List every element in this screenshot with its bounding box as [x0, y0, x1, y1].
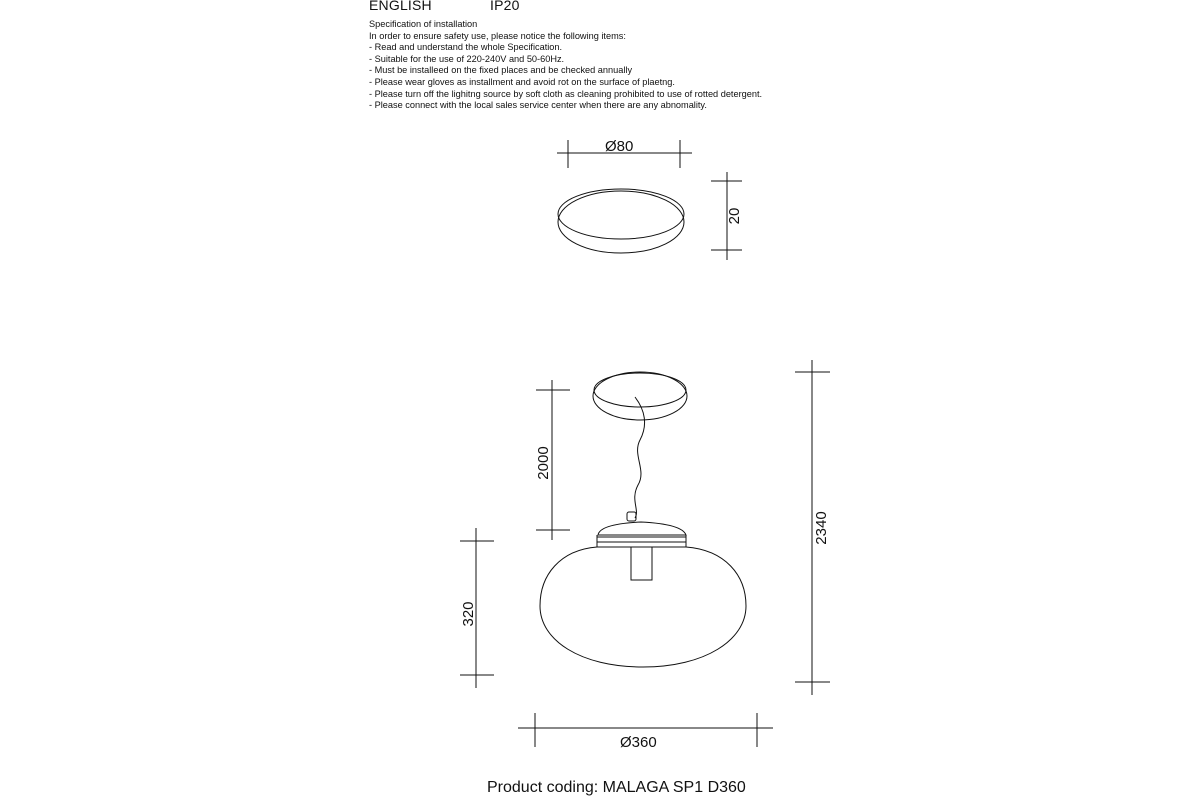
- shade-height-label: 320: [460, 601, 477, 627]
- canopy-top-view: [558, 189, 684, 253]
- spec-item: - Please turn off the lighitng source by soft cloth as cleaning prohibited to use of rotted detergent.: [369, 88, 763, 99]
- spec-item: - Please connect with the local sales service center when there are any abnomality.: [369, 100, 707, 111]
- glass-shade: [540, 547, 746, 667]
- language-label: ENGLISH: [369, 0, 432, 13]
- pendant-canopy: [593, 372, 687, 420]
- product-coding: Product coding: MALAGA SP1 D360: [487, 779, 746, 796]
- total-height-label: 2340: [813, 511, 830, 545]
- canopy-height-label: 20: [726, 207, 743, 225]
- cable-clamp: [627, 512, 636, 521]
- pendant-cap: [597, 522, 686, 547]
- ip-rating: IP20: [490, 0, 520, 13]
- spec-item: - Must be installeed on the fixed places and be checked annually: [369, 65, 633, 76]
- spec-intro: In order to ensure safety use, please notice the following items:: [369, 30, 626, 41]
- lamp-holder: [631, 547, 652, 580]
- canopy-diameter-label: Ø80: [605, 138, 634, 155]
- spec-item: - Please wear gloves as installment and avoid rot on the surface of plaetng.: [369, 76, 675, 87]
- spec-item: - Suitable for the use of 220-240V and 50-60Hz.: [369, 53, 565, 64]
- spec-title: Specification of installation: [369, 19, 478, 29]
- shade-diameter-label: Ø360: [620, 734, 657, 751]
- pendant-cable: [635, 397, 645, 518]
- cable-length-label: 2000: [535, 446, 552, 480]
- spec-item: - Read and understand the whole Specification.: [369, 42, 563, 53]
